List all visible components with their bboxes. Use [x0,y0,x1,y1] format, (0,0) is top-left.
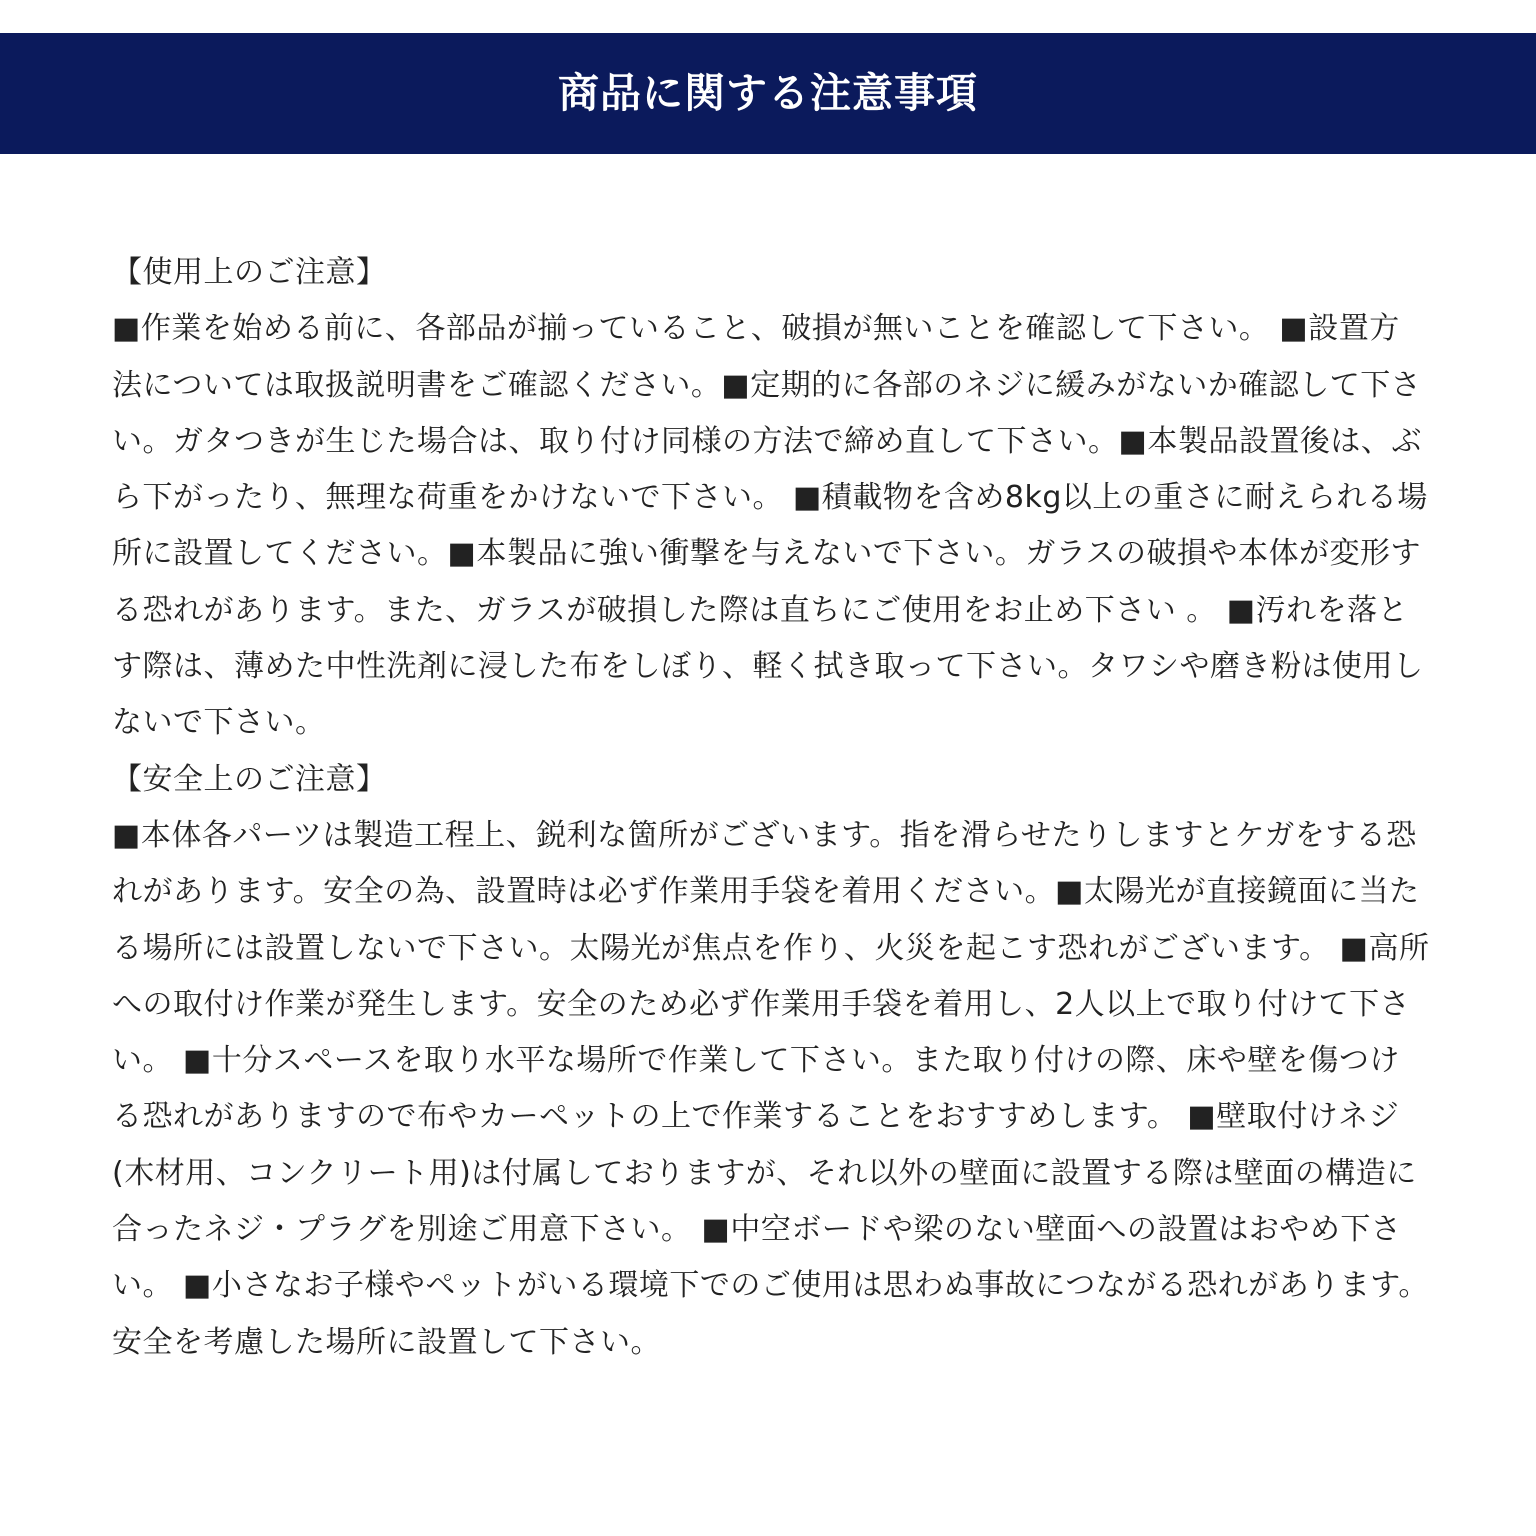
page-title: 商品に関する注意事項 [558,69,978,117]
notice-content [112,245,1430,1371]
safety-precautions-text: ■本体各パーツは製造工程上、鋭利な箇所がございます。指を滑らせたりしますとケガをする恐れがあります。安全の為、設置時は必ず作業用手袋を着用ください。■太陽光が直接鏡面に当たる場所には設置しないで下さい。太陽光が焦点を作り、火災を起こす恐れがございます。 ■高所への取付け作業が発生します。安全のため必ず作業用手袋を着用し、2人以上で取り付けて下さい。 ■十分スペースを取り水平な場所で作業して下さい。また取り付けの際、床や壁を傷つける恐れがありますので布やカーペットの上で作業することをおすすめします。 ■壁取付けネジ(木材用、コンクリート用)は付属しておりますが、それ以外の壁面に設置する際は壁面の構造に合ったネジ・プラグを別途ご用意下さい。 ■中空ボードや梁のない壁面への設置はおやめ下さい。 ■小さなお子様やペットがいる環境下でのご使用は思わぬ事故につながる恐れがあります。安全を考慮した場所に設置して下さい。 [112,817,1430,1360]
header-banner [0,33,1536,154]
usage-precautions-heading: 【使用上のご注意】 [112,255,387,290]
usage-precautions-text: ■作業を始める前に、各部品が揃っていること、破損が無いことを確認して下さい。 ■設置方法については取扱説明書をご確認ください。■定期的に各部のネジに緩みがないか確認して下さい。ガタつきが生じた場合は、取り付け同様の方法で締め直して下さい。■本製品設置後は、ぶら下がったり、無理な荷重をかけないで下さい。 ■積載物を含め8kg以上の重さに耐えられる場所に設置してください。■本製品に強い衝撃を与えないで下さい。ガラスの破損や本体が変形する恐れがあります。また、ガラスが破損した際は直ちにご使用をお止め下さい 。 ■汚れを落とす際は、薄めた中性洗剤に浸した布をしぼり、軽く拭き取って下さい。タワシや磨き粉は使用しないで下さい。 [112,311,1428,741]
safety-precautions-heading: 【安全上のご注意】 [112,761,387,797]
